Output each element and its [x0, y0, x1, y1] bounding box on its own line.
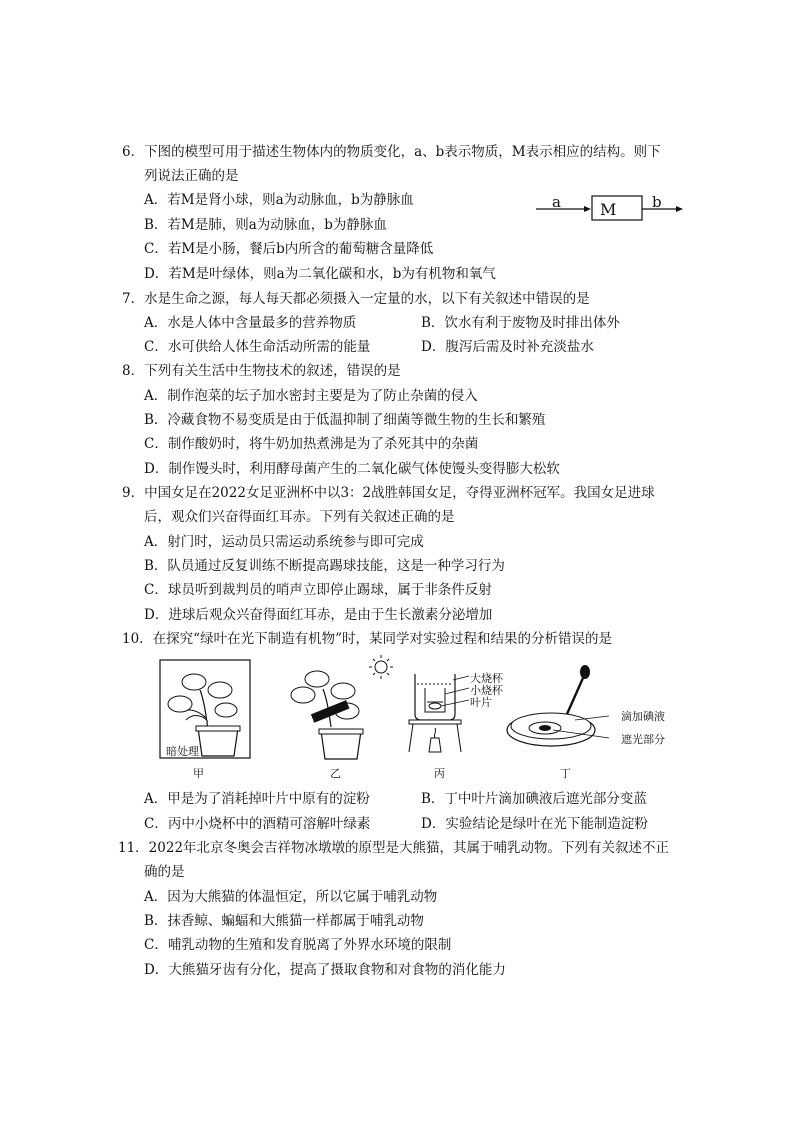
q9-stem-line2: 后，观众们兴奋得面红耳赤。下列有关叙述正确的是	[144, 509, 455, 525]
q8-option-d: D．制作馒头时，利用酵母菌产生的二氧化碳气体使馒头变得膨大松软	[144, 461, 560, 477]
q9-stem-line1: 9．中国女足在2022女足亚洲杯中以3：2战胜韩国女足，夺得亚洲杯冠军。我国女足进球	[122, 485, 655, 501]
q6-option-b: B．若M是肺，则a为动脉血，b为静脉血	[144, 217, 387, 233]
big-beaker-label: 大烧杯	[470, 672, 503, 685]
q8-option-b: B．冷藏食物不易变质是由于低温抑制了细菌等微生物的生长和繁殖	[144, 412, 546, 428]
q10-option-c: C．丙中小烧杯中的酒精可溶解叶绿素	[144, 816, 371, 832]
q11-option-a: A．因为大熊猫的体温恒定，所以它属于哺乳动物	[144, 889, 438, 905]
q11-option-b: B．抹香鲸、蝙蝠和大熊猫一样都属于哺乳动物	[144, 913, 424, 929]
q8-stem: 8．下列有关生活中生物技术的叙述，错误的是	[122, 363, 401, 379]
small-beaker-label: 小烧杯	[470, 684, 503, 697]
caption-bing: 丙	[434, 767, 445, 780]
model-label-m: M	[600, 200, 617, 219]
q7-option-d: D．腹泻后需及时补充淡盐水	[421, 339, 594, 355]
model-label-b: b	[652, 193, 662, 211]
q8-option-a: A．制作泡菜的坛子加水密封主要是为了防止杂菌的侵入	[144, 388, 478, 404]
q7-option-b: B．饮水有利于废物及时排出体外	[421, 315, 620, 331]
caption-yi: 乙	[330, 767, 341, 780]
figure-ding-iodine-test	[505, 664, 625, 760]
q7-option-c: C．水可供给人体生命活动所需的能量	[144, 339, 371, 355]
shaded-part-label: 遮光部分	[621, 733, 665, 746]
q6-stem-line2: 列说法正确的是	[144, 168, 239, 184]
caption-ding: 丁	[560, 767, 571, 780]
iodine-label: 滴加碘液	[621, 710, 665, 723]
q11-option-c: C．哺乳动物的生殖和发育脱离了外界水环境的限制	[144, 937, 452, 953]
dark-treatment-label: 暗处理	[166, 745, 199, 758]
q7-option-a: A．水是人体中含量最多的营养物质	[144, 315, 357, 331]
q8-option-c: C．制作酸奶时，将牛奶加热煮沸是为了杀死其中的杂菌	[144, 436, 479, 452]
q9-option-d: D．进球后观众兴奋得面红耳赤，是由于生长激素分泌增加	[144, 607, 493, 623]
q6-option-c: C．若M是小肠，餐后b内所含的葡萄糖含量降低	[144, 241, 434, 257]
leaf-label: 叶片	[470, 696, 492, 709]
q10-option-d: D．实验结论是绿叶在光下能制造淀粉	[421, 816, 648, 832]
caption-jia: 甲	[193, 767, 204, 780]
q10-option-a: A．甲是为了消耗掉叶片中原有的淀粉	[144, 791, 370, 807]
q9-option-a: A．射门时，运动员只需运动系统参与即可完成	[144, 534, 424, 550]
q11-stem-line1: 11．2022年北京冬奥会吉祥物冰墩墩的原型是大熊猫，其属于哺乳动物。下列有关叙述不正	[118, 840, 670, 856]
q9-option-c: C．球员听到裁判员的哨声立即停止踢球，属于非条件反射	[144, 582, 492, 598]
figure-yi-light-exposure	[285, 655, 395, 765]
q11-stem-line2: 确的是	[144, 864, 185, 880]
model-label-a: a	[552, 193, 561, 211]
q9-option-b: B．队员通过反复训练不断提高踢球技能，这是一种学习行为	[144, 558, 505, 574]
q7-stem: 7．水是生命之源，每人每天都必须摄入一定量的水，以下有关叙述中错误的是	[122, 291, 590, 307]
q6-option-d: D．若M是叶绿体，则a为二氧化碳和水，b为有机物和氧气	[144, 266, 496, 282]
q10-stem: 10．在探究“绿叶在光下制造有机物”时，某同学对实验过程和结果的分析错误的是	[122, 631, 612, 647]
q10-option-b: B．丁中叶片滴加碘液后遮光部分变蓝	[421, 791, 647, 807]
q11-option-d: D．大熊猫牙齿有分化，提高了摄取食物和对食物的消化能力	[144, 962, 506, 978]
q6-stem-line1: 6．下图的模型可用于描述生物体内的物质变化，a、b表示物质，M表示相应的结构。则下	[122, 144, 661, 160]
q6-option-a: A．若M是肾小球，则a为动脉血，b为静脉血	[144, 192, 414, 208]
